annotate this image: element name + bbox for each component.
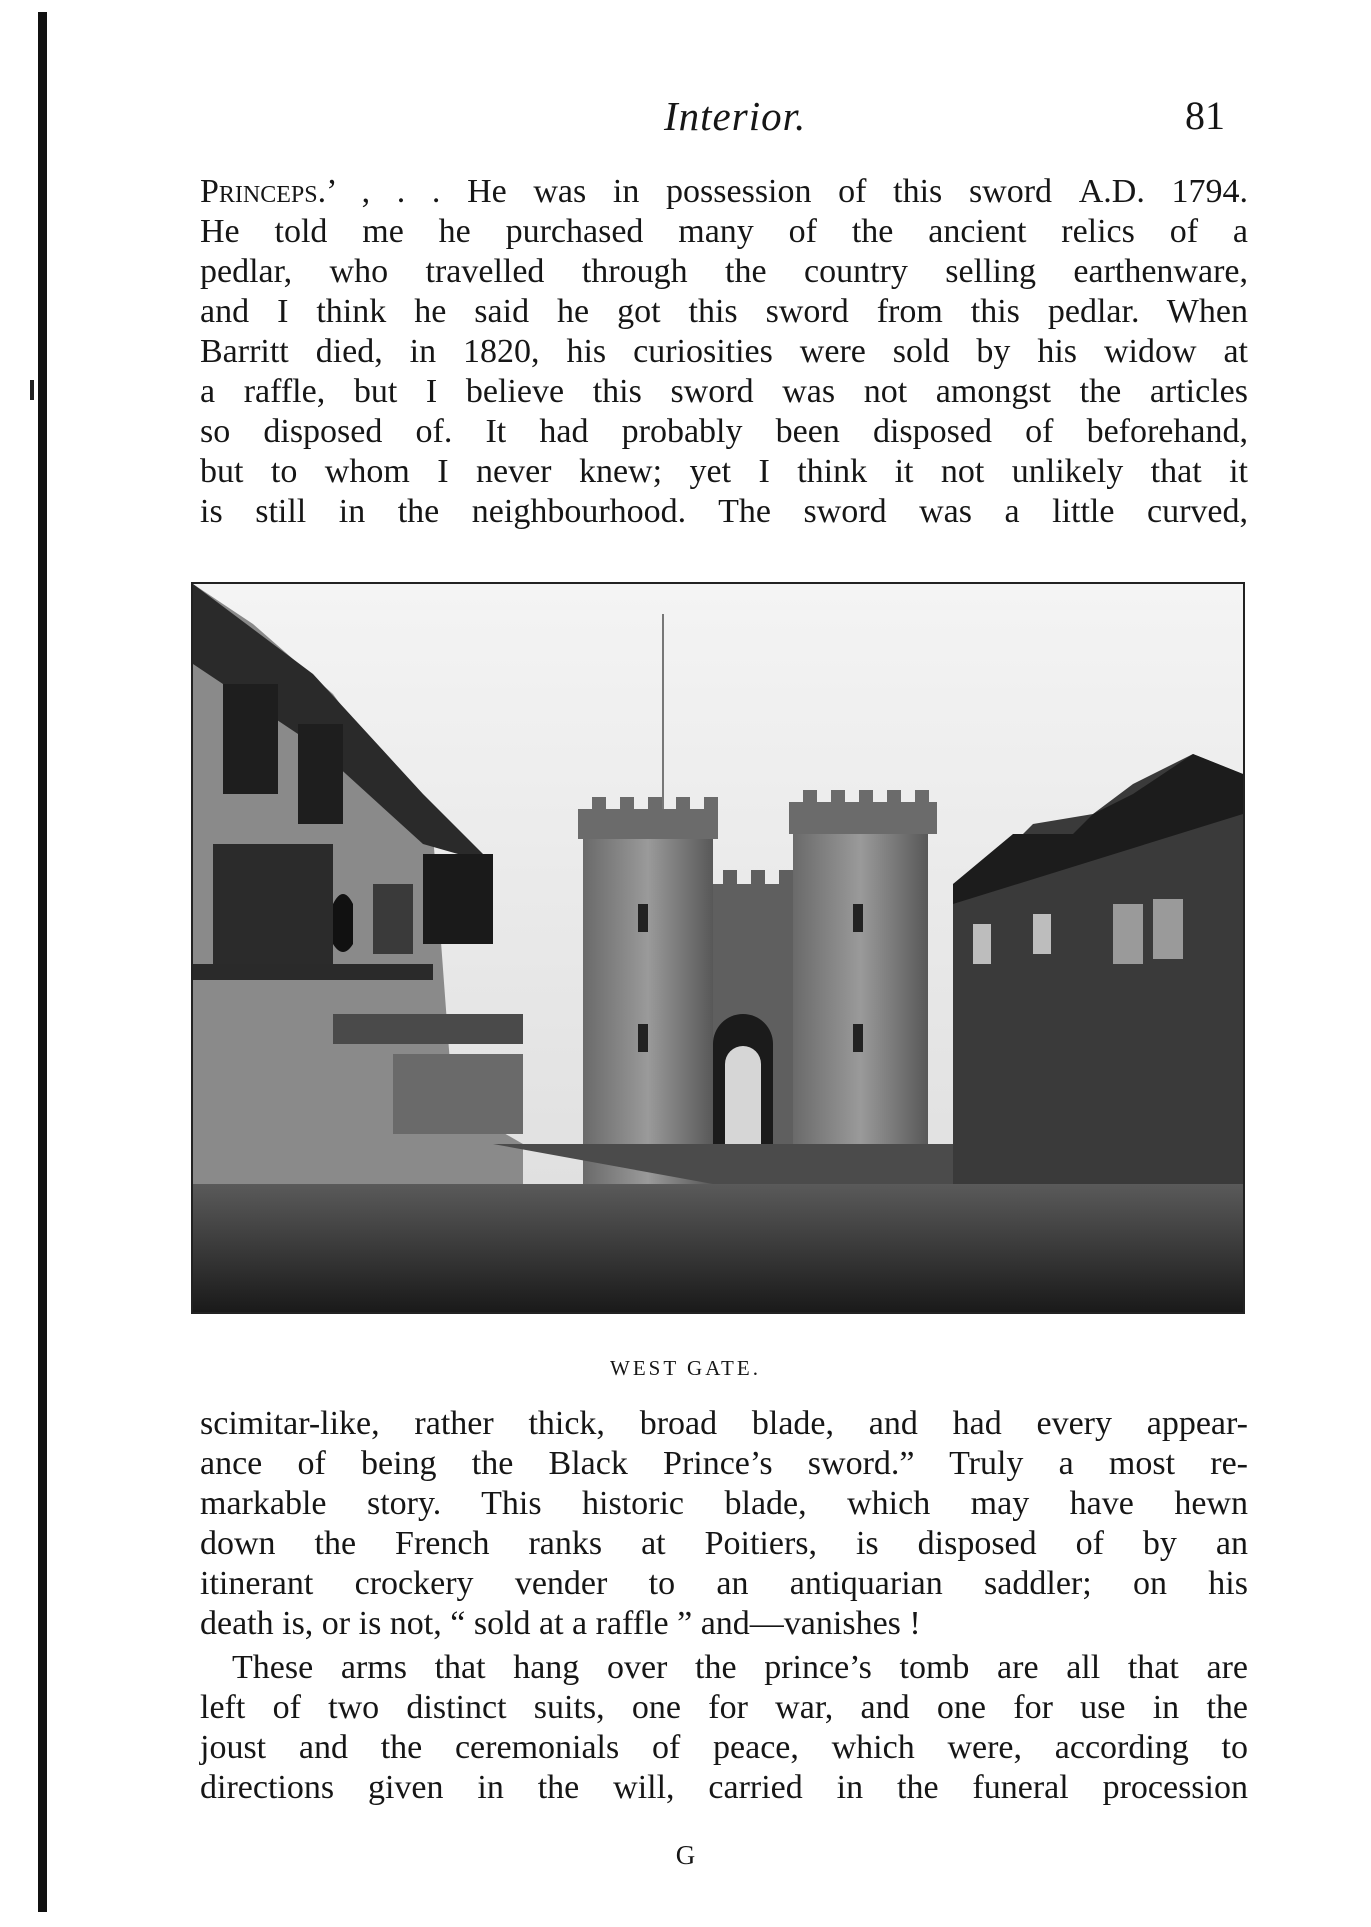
text-line: He told me he purchased many of the ancient relics of a — [200, 213, 1248, 250]
text-line: pedlar, who travelled through the country selling earthenware, — [200, 253, 1248, 290]
text-line: death is, or is not, “ sold at a raffle ” and—vanishes ! — [200, 1605, 921, 1642]
street — [193, 1184, 1243, 1312]
top-paragraph — [200, 172, 1248, 532]
text-line: but to whom I never knew; yet I think it not unlikely that it — [200, 453, 1248, 490]
text-line: itinerant crockery vender to an antiquarian saddler; on his — [200, 1565, 1248, 1602]
west-gate-illustration — [193, 584, 1243, 1312]
text-line: Barritt died, in 1820, his curiosities were sold by his widow at — [200, 333, 1248, 370]
text-line: and I think he said he got this sword from this pedlar. When — [200, 293, 1248, 330]
text-line: directions given in the will, carried in the funeral procession — [200, 1769, 1248, 1806]
middle-paragraph — [200, 1404, 1248, 1644]
bottom-paragraph — [200, 1648, 1248, 1808]
text-line: left of two distinct suits, one for war, and one for use in the — [200, 1689, 1248, 1726]
text-line: joust and the ceremonials of peace, which were, according to — [200, 1729, 1248, 1766]
line-text: ’ , . . He was in possession of this sword — [326, 173, 1079, 210]
hanging-lantern — [333, 894, 353, 952]
text-line: down the French ranks at Poitiers, is disposed of by an — [200, 1525, 1248, 1562]
west-gate-photo-plate — [191, 582, 1245, 1314]
window — [213, 844, 333, 964]
window — [223, 684, 278, 794]
text-line: markable story. This historic blade, which may have hewn — [200, 1485, 1248, 1522]
text-line: ance of being the Black Prince’s sword.” Truly a most re- — [200, 1445, 1248, 1482]
text-line — [200, 172, 1248, 212]
text-line: is still in the neighbourhood. The sword was a little curved, — [200, 493, 1248, 530]
left-tower — [583, 839, 713, 1184]
signature-mark: G — [675, 1840, 696, 1870]
plate-caption: WEST GATE. — [610, 1356, 761, 1380]
text-line: so disposed of. It had probably been disposed of beforehand, — [200, 413, 1248, 450]
year-text: 1794. — [1144, 173, 1248, 210]
text-line: scimitar-like, rather thick, broad blade, and had every appear- — [200, 1405, 1248, 1442]
page-number: 81 — [1185, 93, 1225, 138]
era-abbreviation: A.D. — [1078, 173, 1145, 210]
text-line: a raffle, but I believe this sword was not amongst the articles — [200, 373, 1248, 410]
running-title: Interior. — [664, 93, 807, 139]
binding-mark — [30, 380, 34, 400]
inn-sign — [423, 854, 493, 944]
page-header — [0, 92, 1371, 142]
right-tower — [793, 834, 928, 1184]
page-binding-edge — [38, 12, 47, 1912]
text-line: These arms that hang over the prince’s tomb are all that are — [232, 1649, 1248, 1686]
window — [298, 724, 343, 824]
small-caps-word: Princeps. — [200, 173, 327, 210]
